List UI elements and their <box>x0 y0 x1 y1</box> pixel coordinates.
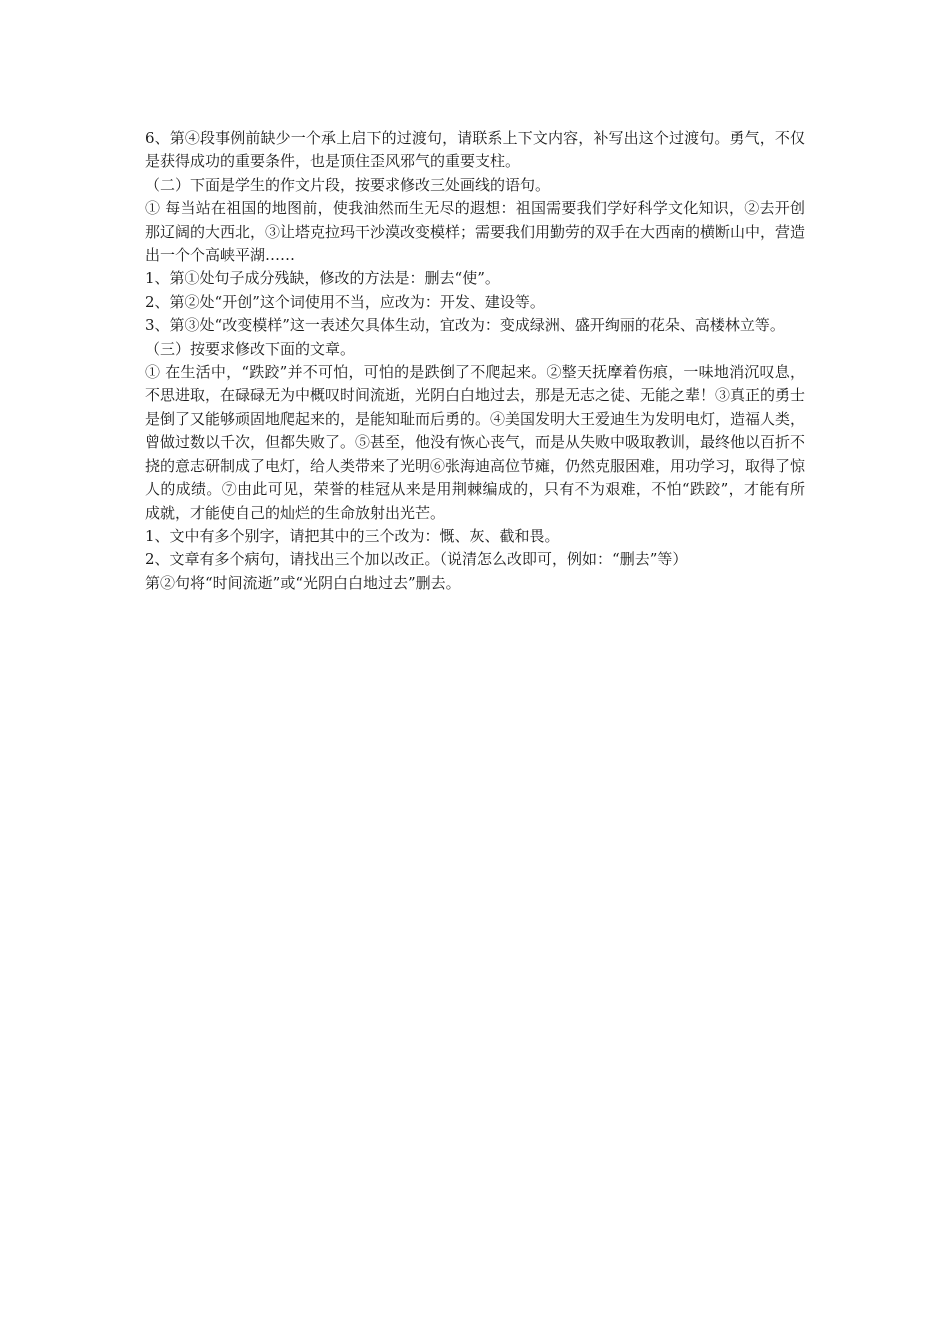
answer-1-paragraph: 1、第①处句子成分残缺，修改的方法是：删去“使”。 <box>145 269 500 288</box>
typo-question-paragraph: 1、文中有多个别字，请把其中的三个改为：慨、灰、截和畏。 <box>145 526 560 545</box>
document-body <box>145 127 805 595</box>
section-3-heading: （三）按要求修改下面的文章。 <box>145 339 356 358</box>
section-2-heading: （二）下面是学生的作文片段，按要求修改三处画线的语句。 <box>145 175 551 194</box>
answer-3-paragraph: 3、第③处“改变模样”这一表述欠具体生动，宜改为：变成绿洲、盛开绚丽的花朵、高楼林立等。 <box>145 316 785 335</box>
answer-2-paragraph: 2、第②处“开创”这个词使用不当，应改为：开发、建设等。 <box>145 292 545 311</box>
question-6-paragraph: 6、第④段事例前缺少一个承上启下的过渡句，请联系上下文内容，补写出这个过渡句。勇气，不仅是获得成功的重要条件，也是顶住歪风邪气的重要支柱。 <box>145 129 805 171</box>
article-paragraph: ① 在生活中，“跌跤”并不可怕，可怕的是跌倒了不爬起来。②整天抚摩着伤痕，一味地消沉叹息，不思进取，在碌碌无为中概叹时间流逝，光阴白白地过去，那是无志之徒、无能之辈！③真正的勇士是倒了又能够顽固地爬起来的，是能知耻而后勇的。④美国发明大王爱迪生为发明电灯，造福人类，曾做过数以千次，但都失败了。⑤甚至，他没有恢心丧气，而是从失败中吸取教训，最终他以百折不挠的意志研制成了电灯，给人类带来了光明⑥张海迪高位节瘫，仍然克服困难，用功学习，取得了惊人的成绩。⑦由此可见，荣誉的桂冠从来是用荆棘编成的，只有不为艰难，不怕“跌跤”，才能有所成就，才能使自己的灿烂的生命放射出光芒。 <box>145 363 806 522</box>
sentence-question-paragraph: 2、文章有多个病句，请找出三个加以改正。（说清怎么改即可，例如：“删去”等） <box>145 550 688 569</box>
essay-fragment-paragraph: ① 每当站在祖国的地图前，使我油然而生无尽的遐想：祖国需要我们学好科学文化知识，②去开创那辽阔的大西北，③让塔克拉玛干沙漠改变模样；需要我们用勤劳的双手在大西南的横断山中，营造出一个个高峡平湖…… <box>145 199 806 265</box>
sentence-answer-paragraph: 第②句将“时间流逝”或“光阴白白地过去”删去。 <box>145 573 461 592</box>
